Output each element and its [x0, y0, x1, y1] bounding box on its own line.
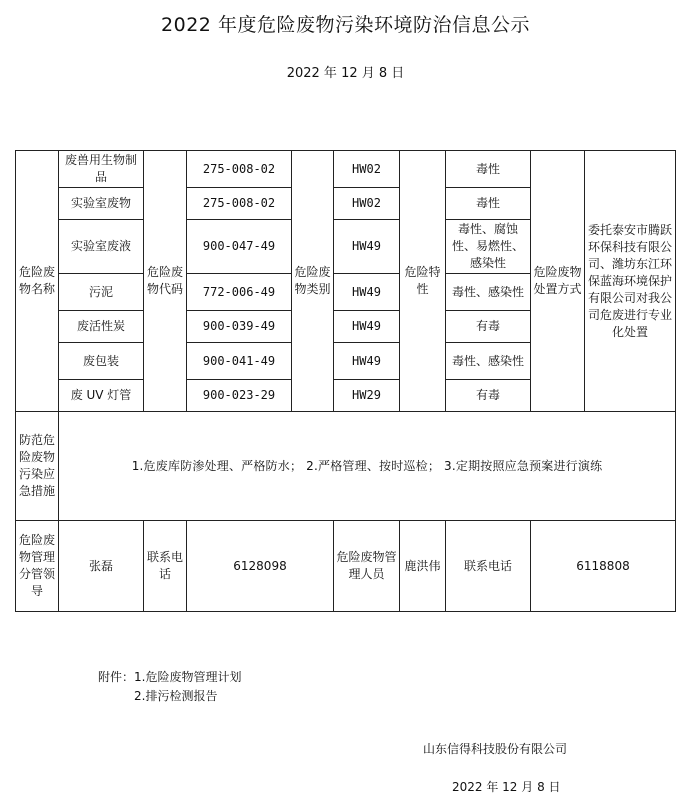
waste-name-cell: 废兽用生物制品	[59, 151, 144, 188]
waste-code-cell: 772-006-49	[187, 274, 292, 311]
manager-leader-header: 危险废物管理分管领导	[16, 521, 59, 612]
hazard-property-cell: 毒性、感染性	[446, 274, 531, 311]
waste-category-cell: HW49	[334, 274, 400, 311]
waste-category-cell: HW49	[334, 343, 400, 380]
hazard-property-cell: 有毒	[446, 380, 531, 412]
publish-date: 2022 年 12 月 8 日	[286, 66, 405, 81]
hazard-property-cell: 毒性	[446, 188, 531, 220]
hazard-property-cell: 毒性	[446, 151, 531, 188]
contact-phone-label: 联系电话	[144, 521, 187, 612]
disposal-method-text: 委托泰安市腾跃环保科技有限公司、潍坊东江环保蓝海环境保护有限公司对我公司危废进行专业化处置	[585, 151, 676, 412]
waste-name-cell: 废包装	[59, 343, 144, 380]
waste-name-cell: 废 UV 灯管	[59, 380, 144, 412]
disposal-method-header: 危险废物处置方式	[531, 151, 585, 412]
waste-name-cell: 实验室废物	[59, 188, 144, 220]
table-row	[16, 151, 676, 188]
waste-name-cell: 废活性炭	[59, 311, 144, 343]
waste-name-cell: 污泥	[59, 274, 144, 311]
contact-phone-label: 联系电话	[446, 521, 531, 612]
table-row	[16, 521, 676, 612]
staff-phone: 6118808	[531, 521, 676, 612]
waste-code-cell: 275-008-02	[187, 188, 292, 220]
page-title: 2022 年度危险废物污染环境防治信息公示	[161, 14, 530, 36]
waste-staff-header: 危险废物管理人员	[334, 521, 400, 612]
waste-code-cell: 900-023-29	[187, 380, 292, 412]
leader-name: 张磊	[59, 521, 144, 612]
hazard-property-header: 危险特性	[400, 151, 446, 412]
waste-code-cell: 900-047-49	[187, 220, 292, 274]
waste-category-cell: HW02	[334, 188, 400, 220]
hazardous-waste-info-table	[15, 150, 676, 612]
waste-code-cell: 275-008-02	[187, 151, 292, 188]
emergency-measures-header: 防范危险废物污染应急措施	[16, 412, 59, 521]
waste-category-header: 危险废物类别	[292, 151, 334, 412]
table-row	[16, 412, 676, 521]
waste-name-cell: 实验室废液	[59, 220, 144, 274]
waste-code-cell: 900-039-49	[187, 311, 292, 343]
attachments-label: 附件：	[98, 670, 135, 684]
waste-code-cell: 900-041-49	[187, 343, 292, 380]
waste-code-header: 危险废物代码	[144, 151, 187, 412]
attachment-item: 2.排污检测报告	[134, 689, 218, 703]
company-name: 山东信得科技股份有限公司	[423, 742, 568, 756]
attachments	[98, 668, 241, 706]
staff-name: 鹿洪伟	[400, 521, 446, 612]
footer-date: 2022 年 12 月 8 日	[452, 780, 561, 794]
waste-name-header: 危险废物名称	[16, 151, 59, 412]
hazard-property-cell: 毒性、感染性	[446, 343, 531, 380]
emergency-measures-text: 1.危废库防渗处理、严格防水； 2.严格管理、按时巡检； 3.定期按照应急预案进行演练	[59, 412, 676, 521]
waste-category-cell: HW29	[334, 380, 400, 412]
waste-category-cell: HW02	[334, 151, 400, 188]
attachment-item: 1.危险废物管理计划	[134, 670, 242, 684]
waste-category-cell: HW49	[334, 220, 400, 274]
hazard-property-cell: 有毒	[446, 311, 531, 343]
waste-category-cell: HW49	[334, 311, 400, 343]
leader-phone: 6128098	[187, 521, 334, 612]
hazard-property-cell: 毒性、腐蚀性、易燃性、感染性	[446, 220, 531, 274]
